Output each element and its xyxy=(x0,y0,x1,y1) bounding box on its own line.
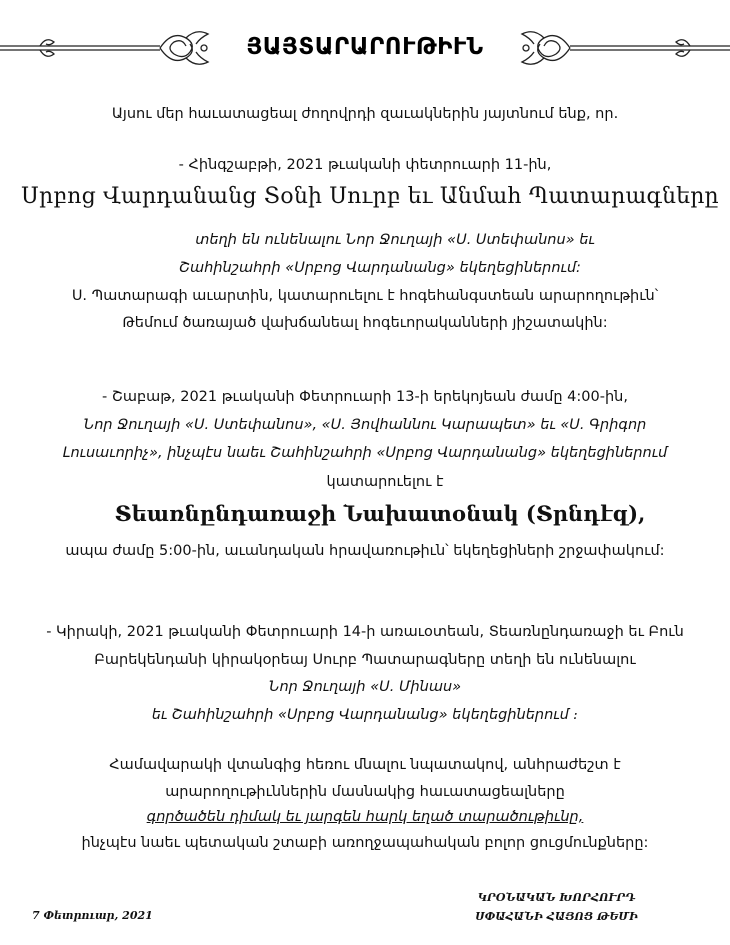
page-title: ՅԱՅՏԱՐԱՐՈՒԹԻՒՆ xyxy=(246,34,484,60)
intro-text: Այսու մեր հաւատացեալ ժողովրդի զաւակներին յայտնում ենք, որ. xyxy=(111,106,619,122)
section2-line2: Լուսաւորիչ», ինչպէս նաեւ Շահինշահրի «Սրբոց Վարդանանց» եկեղեցիներում xyxy=(62,445,668,461)
section2-line3: կատարուելու է xyxy=(326,474,444,490)
signature-block xyxy=(475,888,638,926)
right-ornament-icon xyxy=(510,24,730,72)
section1-line4: Թեմում ծառայած վախճանեալ հոգեւորականների յիշատակին: xyxy=(122,315,608,331)
section3-line2: Նոր Ջուղայի «Ս. Մինաս» xyxy=(268,679,462,695)
section1-date: - Հինգշաբթի, 2021 թւականի փետրուարի 11-ին, xyxy=(178,157,552,173)
footer-date: 7 Փետրուար, 2021 xyxy=(32,909,153,922)
closing-line3: գործածեն դիմակ եւ յարգեն հարկ եղած տարածութիւնը, xyxy=(146,809,584,825)
section2-date: - Շաբաթ, 2021 թւականի Փետրուարի 13-ի երեկոյեան ժամը 4:00-ին, xyxy=(102,389,628,405)
signature-line1: ԿՐՕՆԱԿԱՆ ԽՈՐՀՈՒՐԴ xyxy=(477,891,636,904)
section2-line4: ապա ժամը 5:00-ին, աւանդական հրավառութիւն՝ եկեղեցիների շրջափակում: xyxy=(65,543,665,559)
section1-line2: Շահինշահրի «Սրբոց Վարդանանց» եկեղեցիներում: xyxy=(179,260,581,276)
section1-feast-title: Սրբոց Վարդանանց Տօնի Սուրբ եւ Անմահ Պատարագները xyxy=(21,184,719,209)
closing-line4: ինչպէս նաեւ պետական շտաբի առողջապահական բոլոր ցուցմունքները: xyxy=(81,835,649,851)
section2-feast-title: Տեառնընդառաջի Նախատօնակ (Տրնդէզ), xyxy=(114,501,646,526)
closing-line1: Համավարակի վտանգից հեռու մնալու նպատակով, անհրաժեշտ է xyxy=(109,757,621,773)
section1-line1: տեղի են ունենալու Նոր Ջուղայի «Ս. Ստեփանոս» եւ xyxy=(195,232,595,248)
closing-line2: արարողութիւններին մասնակից հաւատացեալները xyxy=(165,784,565,800)
section3-line3: եւ Շահինշահրի «Սրբոց Վարդանանց» եկեղեցիներում ։ xyxy=(151,707,579,723)
signature-line2: ՍՓԱՀԱՆԻ ՀԱՅՈՑ ԹԵՄԻ xyxy=(475,910,638,923)
section3-line1: Բարեկենդանի կիրակօրեայ Սուրբ Պատարագները տեղի են ունենալու xyxy=(94,652,636,668)
section1-line3: Ս. Պատարագի աւարտին, կատարուելու է հոգեհանգստեան արարողութիւն՝ xyxy=(71,288,659,304)
section3-date: - Կիրակի, 2021 թւականի Փետրուարի 14-ի առաւօտեան, Տեառնընդառաջի եւ Բուն xyxy=(46,624,684,640)
section2-line1: Նոր Ջուղայի «Ս. Ստեփանոս», «Ս. Յովհաննու Կարապետ» եւ «Ս. Գրիգոր xyxy=(83,417,647,433)
header xyxy=(0,18,730,78)
